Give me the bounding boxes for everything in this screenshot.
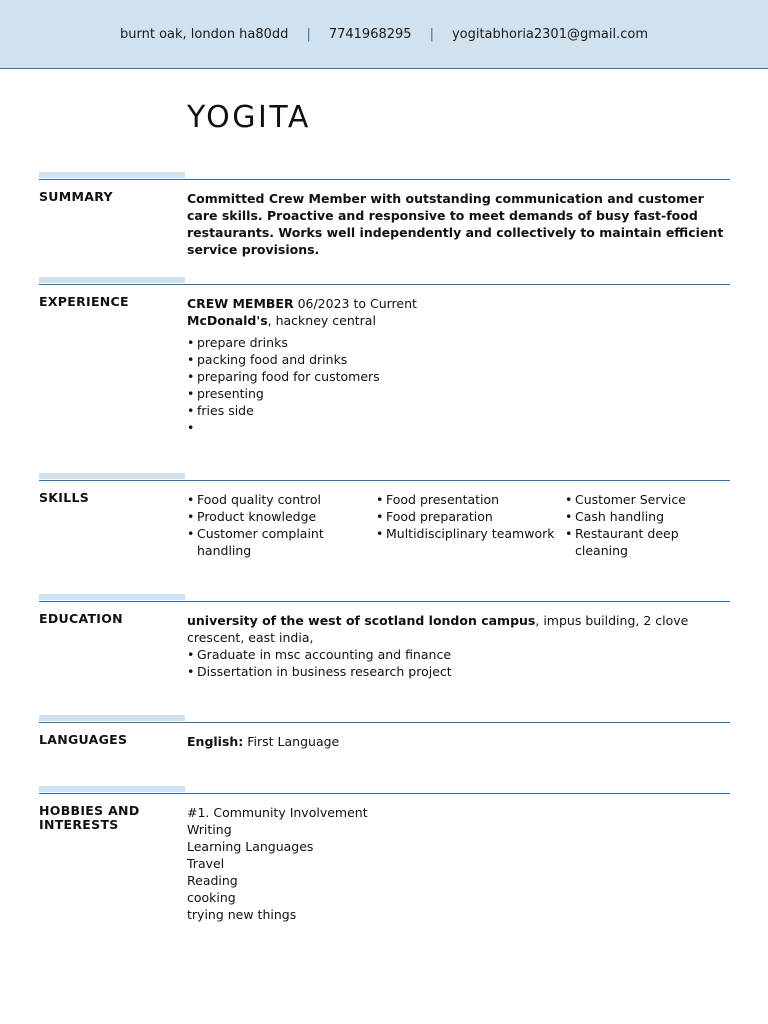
section-accent-bar: [39, 594, 185, 600]
contact-email[interactable]: yogitabhoria2301@gmail.com: [451, 26, 648, 42]
section-accent-bar: [39, 277, 185, 283]
section-divider: [39, 480, 730, 481]
contact-separator: |: [306, 26, 311, 42]
hobby-item: Writing: [187, 822, 232, 837]
school-name: university of the west of scotland london campus: [187, 613, 536, 628]
school-line: [187, 612, 732, 646]
list-item: [187, 419, 732, 436]
section-divider: [39, 793, 730, 794]
hobbies-heading: HOBBIES AND INTERESTS: [39, 803, 140, 832]
company-line: [187, 312, 732, 329]
hobby-item: #1. Community Involvement: [187, 805, 368, 820]
duty-list: [187, 334, 732, 436]
contact-phone: 7741968295: [328, 26, 412, 42]
list-item: • packing food and drinks: [187, 351, 732, 368]
summary-heading: SUMMARY: [39, 189, 113, 204]
hobby-item: Learning Languages: [187, 839, 314, 854]
skills-column: [376, 491, 565, 559]
skills-column: [187, 491, 376, 559]
skills-grid: [187, 491, 732, 559]
contact-separator: |: [429, 26, 434, 42]
list-item: • Food presentation: [376, 491, 565, 508]
job-title-line: [187, 295, 732, 312]
list-item: • Graduate in msc accounting and finance: [187, 646, 732, 663]
skills-column: [565, 491, 732, 559]
list-item: • fries side: [187, 402, 732, 419]
job-title: CREW MEMBER: [187, 296, 294, 311]
list-item: • Dissertation in business research project: [187, 663, 732, 680]
language-name: English:: [187, 734, 244, 749]
experience-heading: EXPERIENCE: [39, 294, 129, 309]
section-divider: [39, 179, 730, 180]
hobby-item: Reading: [187, 873, 238, 888]
list-item: • presenting: [187, 385, 732, 402]
section-divider: [39, 722, 730, 723]
company-name: McDonald's: [187, 313, 268, 328]
languages-body: [187, 733, 732, 750]
list-item: • Restaurant deep cleaning: [565, 525, 732, 559]
list-item: • Customer complaint handling: [187, 525, 376, 559]
company-location: , hackney central: [267, 313, 376, 328]
list-item: • Product knowledge: [187, 508, 376, 525]
contact-address: burnt oak, london ha80dd: [120, 26, 289, 42]
section-accent-bar: [39, 715, 185, 721]
language-level: First Language: [243, 734, 340, 749]
list-item: • prepare drinks: [187, 334, 732, 351]
education-body: [187, 612, 732, 680]
contact-bar: [0, 0, 768, 69]
list-item: • Multidisciplinary teamwork: [376, 525, 565, 542]
hobby-item: trying new things: [187, 907, 297, 922]
list-item: • Food quality control: [187, 491, 376, 508]
hobbies-body: [187, 804, 732, 923]
section-accent-bar: [39, 786, 185, 792]
hobby-item: Travel: [187, 856, 225, 871]
section-divider: [39, 601, 730, 602]
list-item: • Cash handling: [565, 508, 732, 525]
section-accent-bar: [39, 172, 185, 178]
education-list: [187, 646, 732, 680]
summary-text: Committed Crew Member with outstanding communication and customer care skills. Proactive and responsive to meet demands of busy fast-food restaurants. Works well independently and collectively to maintain efficient service provisions.: [187, 191, 724, 257]
section-accent-bar: [39, 473, 185, 479]
list-item: • preparing food for customers: [187, 368, 732, 385]
hobby-item: cooking: [187, 890, 236, 905]
school-address: , impus building, 2 clove crescent, east india,: [187, 613, 689, 645]
job-dates: 06/2023 to Current: [293, 296, 417, 311]
skills-heading: SKILLS: [39, 490, 90, 505]
languages-heading: LANGUAGES: [39, 732, 128, 747]
section-divider: [39, 284, 730, 285]
list-item: • Customer Service: [565, 491, 732, 508]
education-heading: EDUCATION: [39, 611, 123, 626]
experience-body: [187, 295, 732, 436]
candidate-name: YOGITA: [187, 100, 311, 135]
list-item: • Food preparation: [376, 508, 565, 525]
